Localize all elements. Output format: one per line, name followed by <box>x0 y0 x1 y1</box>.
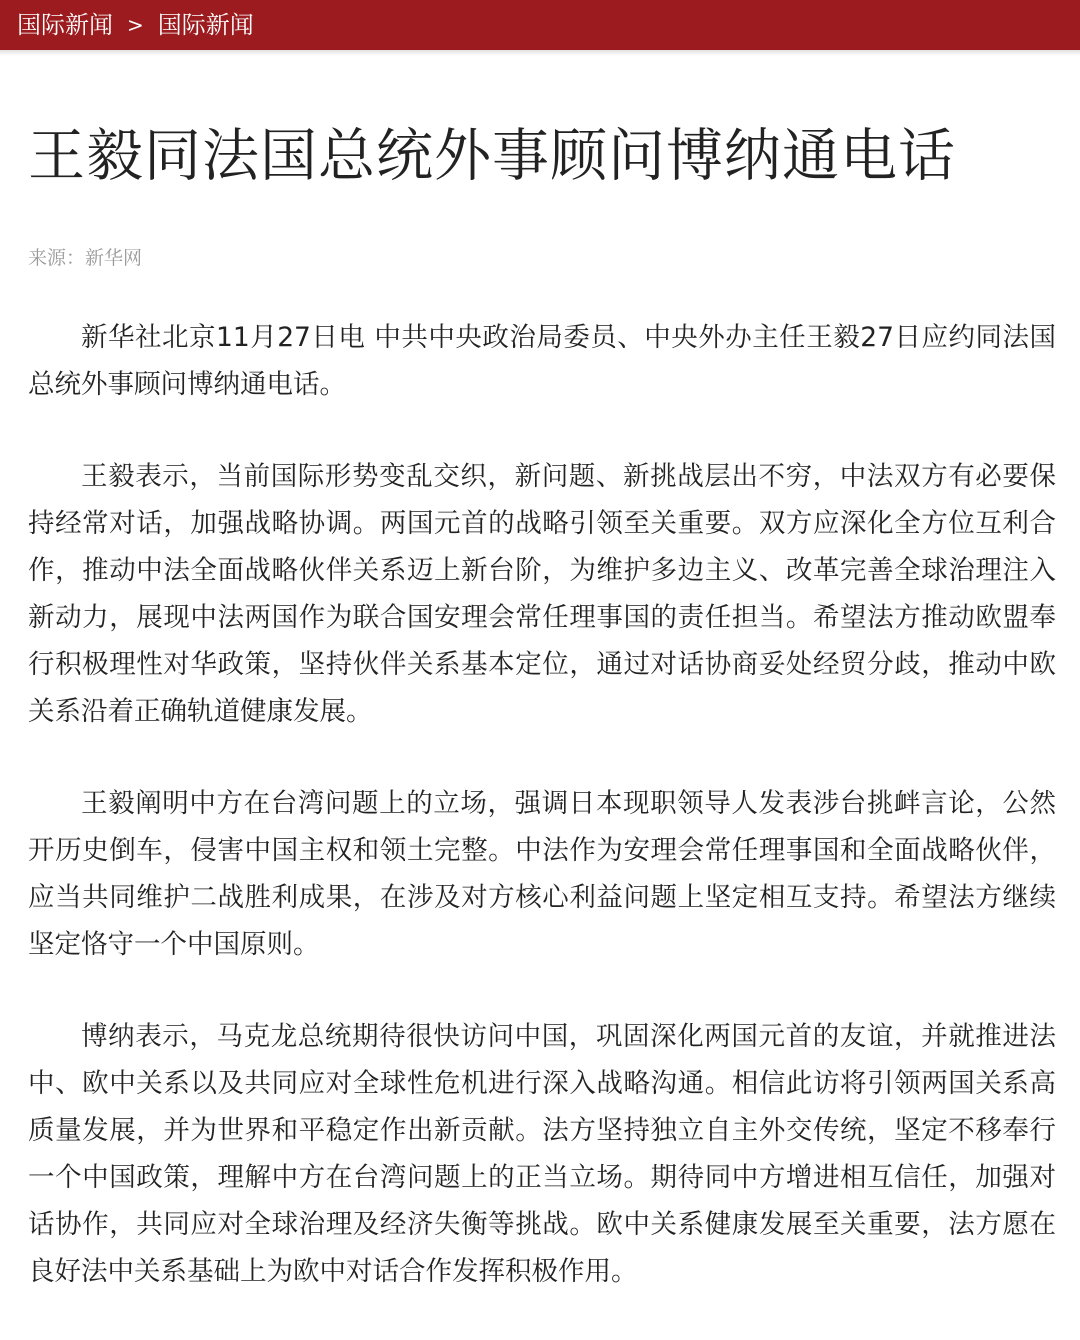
article-source <box>28 244 142 272</box>
article-title: 王毅同法国总统外事顾问博纳通电话 <box>28 123 956 189</box>
source-label: 来源： <box>28 247 86 269</box>
article-paragraph: 博纳表示，马克龙总统期待很快访问中国，巩固深化两国元首的友谊，并就推进法中、欧中关系以及共同应对全球性危机进行深入战略沟通。相信此访将引领两国关系高质量发展，并为世界和平稳定作出新贡献。法方坚持独立自主外交传统，坚定不移奉行一个中国政策，理解中方在台湾问题上的正当立场。期待同中方增进相互信任，加强对话协作，共同应对全球治理及经济失衡等挑战。欧中关系健康发展至关重要，法方愿在良好法中关系基础上为欧中对话合作发挥积极作用。 <box>28 1021 1056 1287</box>
breadcrumb-separator: > <box>127 13 144 37</box>
article-body <box>28 314 1056 1340</box>
top-nav-bar <box>0 0 1080 50</box>
breadcrumb-link-current-section[interactable]: 国际新闻 <box>157 11 254 39</box>
article-paragraph: 王毅阐明中方在台湾问题上的立场，强调日本现职领导人发表涉台挑衅言论，公然开历史倒车，侵害中国主权和领土完整。中法作为安理会常任理事国和全面战略伙伴，应当共同维护二战胜利成果，在涉及对方核心利益问题上坚定相互支持。希望法方继续坚定恪守一个中国原则。 <box>28 788 1056 960</box>
header-shadow-divider <box>0 50 1080 56</box>
breadcrumb-link-international-news[interactable]: 国际新闻 <box>17 11 113 39</box>
article-paragraph: 王毅表示，当前国际形势变乱交织，新问题、新挑战层出不穷，中法双方有必要保持经常对话，加强战略协调。两国元首的战略引领至关重要。双方应深化全方位互利合作，推动中法全面战略伙伴关系迈上新台阶，为维护多边主义、改革完善全球治理注入新动力，展现中法两国作为联合国安理会常任理事国的责任担当。希望法方推动欧盟奉行积极理性对华政策，坚持伙伴关系基本定位，通过对话协商妥处经贸分歧，推动中欧关系沿着正确轨道健康发展。 <box>28 461 1056 727</box>
article-paragraph: 新华社北京11月27日电 中共中央政治局委员、中央外办主任王毅27日应约同法国总统外事顾问博纳通电话。 <box>28 322 1056 400</box>
source-value: 新华网 <box>85 247 143 269</box>
